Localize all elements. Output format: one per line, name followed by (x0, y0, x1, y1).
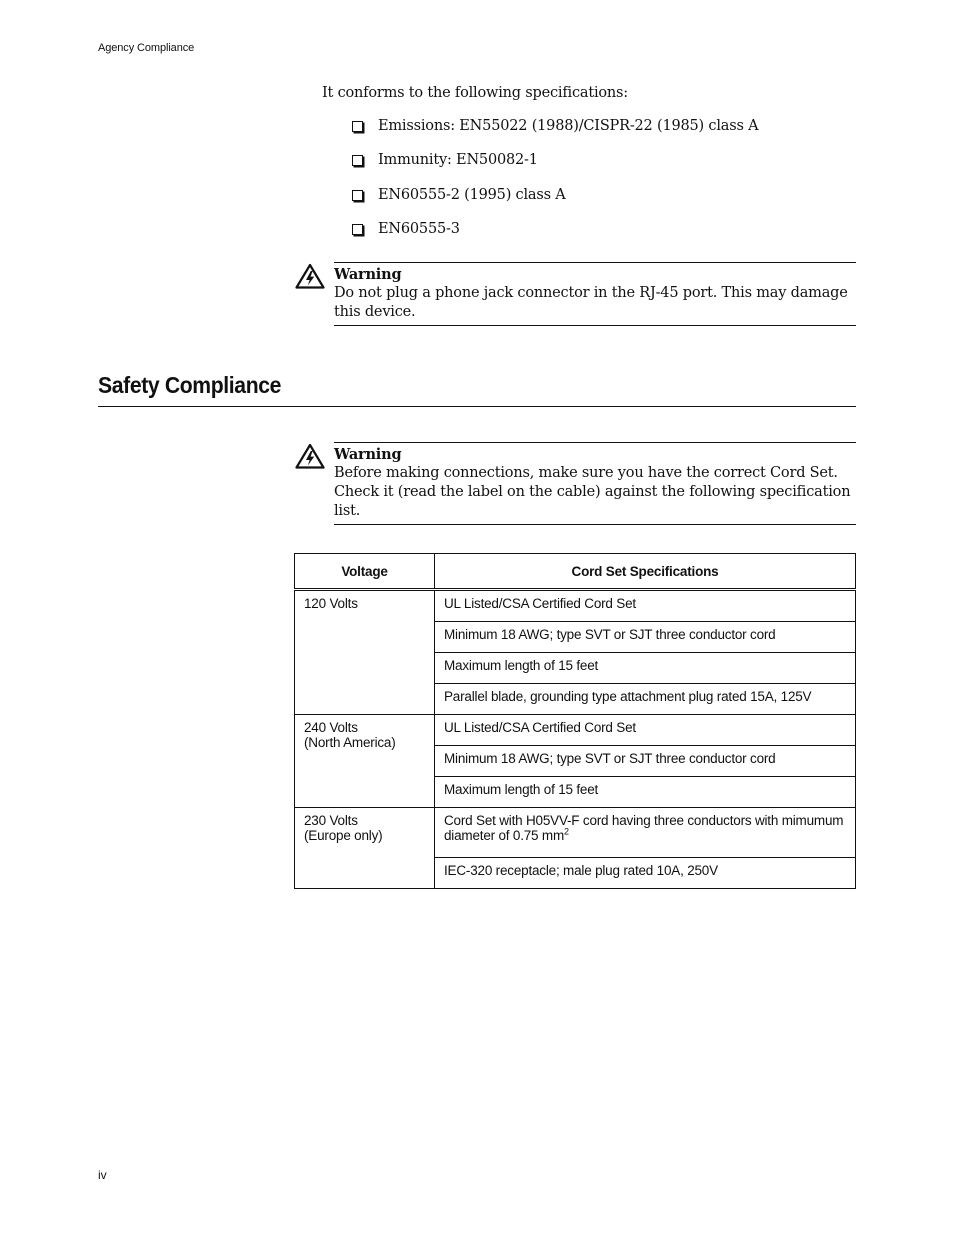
section-divider (98, 406, 856, 407)
table-row (295, 808, 856, 858)
spec-cell: Minimum 18 AWG; type SVT or SJT three conductor cord (435, 622, 856, 653)
table-row (295, 715, 856, 746)
spec-cell: Parallel blade, grounding type attachment plug rated 15A, 125V (435, 684, 856, 715)
spec-list (352, 118, 758, 255)
warning-box (334, 442, 856, 525)
voltage-cell: 240 Volts (North America) (295, 715, 435, 808)
checkbox-bullet-icon (352, 224, 363, 235)
cord-set-table (294, 553, 856, 889)
section-title: Safety Compliance (98, 372, 282, 398)
warning-box (334, 262, 856, 326)
warning-text: Before making connections, make sure you have the correct Cord Set. Check it (read the label on the cable) against the following specification list. (334, 465, 851, 519)
warning-icon (295, 443, 325, 469)
column-header-voltage: Voltage (295, 554, 435, 590)
intro-text: It conforms to the following specifications: (322, 85, 628, 101)
list-item: EN60555-3 (352, 221, 758, 255)
column-header-specs: Cord Set Specifications (435, 554, 856, 590)
warning-title: Warning (334, 446, 402, 463)
voltage-cell: 230 Volts (Europe only) (295, 808, 435, 889)
checkbox-bullet-icon (352, 121, 363, 132)
spec-cell: Minimum 18 AWG; type SVT or SJT three conductor cord (435, 746, 856, 777)
spec-cell: Cord Set with H05VV-F cord having three conductors with mimumum diameter of 0.75 $mm^2$ (435, 808, 856, 858)
warning-text: Do not plug a phone jack connector in the RJ-45 port. This may damage this device. (334, 285, 848, 320)
list-item: Emissions: EN55022 (1988)/CISPR-22 (1985) class A (352, 118, 758, 152)
superscript: 2 (564, 826, 569, 837)
spec-cell: UL Listed/CSA Certified Cord Set (435, 715, 856, 746)
warning-icon (295, 263, 325, 289)
page-number: iv (98, 1168, 107, 1182)
voltage-cell: 120 Volts (295, 590, 435, 715)
list-item: Immunity: EN50082-1 (352, 152, 758, 186)
checkbox-bullet-icon (352, 155, 363, 166)
table-header-row (295, 554, 856, 590)
warning-title: Warning (334, 266, 402, 283)
spec-cell: Maximum length of 15 feet (435, 777, 856, 808)
running-header: Agency Compliance (98, 42, 195, 54)
spec-cell: Maximum length of 15 feet (435, 653, 856, 684)
list-item: EN60555-2 (1995) class A (352, 187, 758, 221)
spec-cell: UL Listed/CSA Certified Cord Set (435, 590, 856, 622)
checkbox-bullet-icon (352, 190, 363, 201)
table-row (295, 590, 856, 622)
spec-cell: IEC-320 receptacle; male plug rated 10A, 250V (435, 858, 856, 889)
